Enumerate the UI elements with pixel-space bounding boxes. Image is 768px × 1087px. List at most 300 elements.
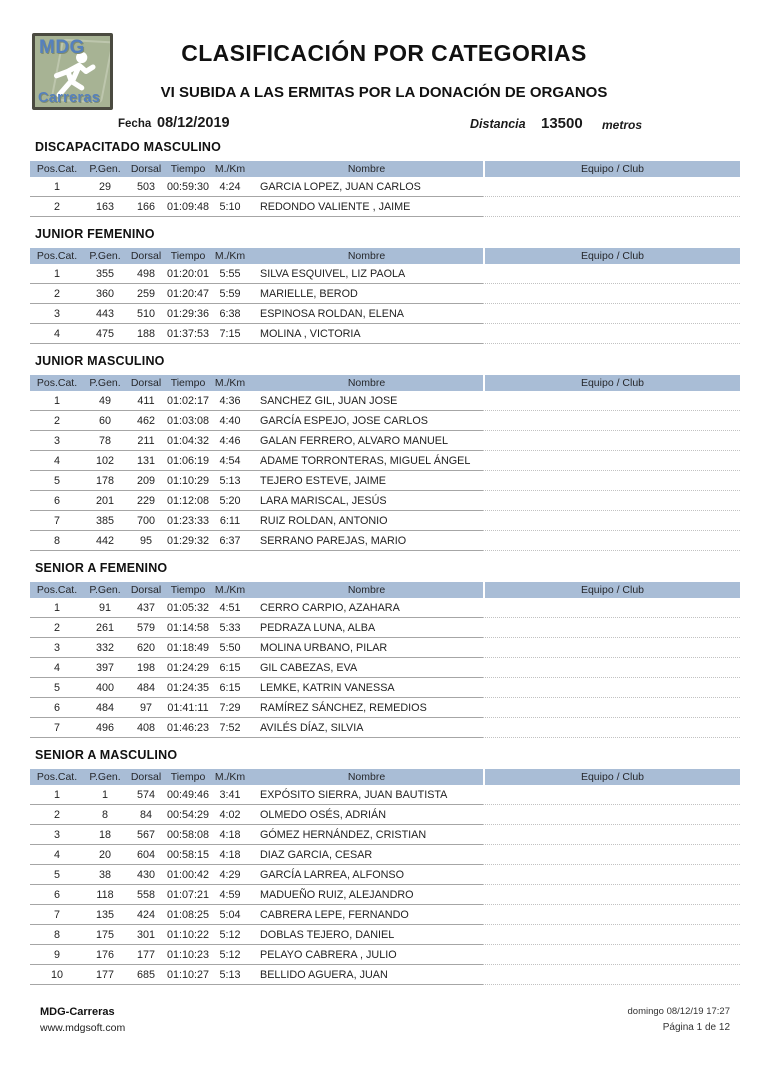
- dorsal-cell: 229: [126, 491, 166, 511]
- dorsal-cell: 209: [126, 471, 166, 491]
- col-header-gen: P.Gen.: [89, 250, 121, 262]
- tiempo-cell: 01:10:22: [166, 925, 210, 945]
- pos-cell: 1: [30, 598, 84, 618]
- equipo-cell: [483, 598, 740, 618]
- gen-cell: 18: [84, 825, 126, 845]
- col-header-pos: Pos.Cat.: [36, 771, 78, 783]
- ritmo-cell: 4:24: [210, 177, 250, 197]
- equipo-cell: [483, 391, 740, 411]
- table-header-row: [30, 375, 740, 391]
- col-header-ritmo: M./Km: [214, 163, 246, 175]
- col-header-gen: P.Gen.: [89, 163, 121, 175]
- ritmo-cell: 6:37: [210, 531, 250, 551]
- table-row: [30, 511, 740, 531]
- gen-cell: 60: [84, 411, 126, 431]
- tiempo-cell: 01:46:23: [166, 718, 210, 738]
- table-row: [30, 324, 740, 344]
- tiempo-cell: 01:08:25: [166, 905, 210, 925]
- gen-cell: 29: [84, 177, 126, 197]
- gen-cell: 49: [84, 391, 126, 411]
- gen-cell: 355: [84, 264, 126, 284]
- nombre-cell: TEJERO ESTEVE, JAIME: [250, 471, 483, 491]
- gen-cell: 91: [84, 598, 126, 618]
- equipo-cell: [483, 965, 740, 985]
- col-header-pos: Pos.Cat.: [36, 250, 78, 262]
- ritmo-cell: 4:46: [210, 431, 250, 451]
- ritmo-cell: 5:20: [210, 491, 250, 511]
- tiempo-cell: 00:49:46: [166, 785, 210, 805]
- mdg-carreras-logo: [32, 33, 113, 110]
- dorsal-cell: 503: [126, 177, 166, 197]
- dorsal-cell: 498: [126, 264, 166, 284]
- gen-cell: 385: [84, 511, 126, 531]
- dorsal-cell: 131: [126, 451, 166, 471]
- ritmo-cell: 5:13: [210, 471, 250, 491]
- col-header-gen: P.Gen.: [89, 377, 121, 389]
- equipo-cell: [483, 658, 740, 678]
- pos-cell: 4: [30, 658, 84, 678]
- pos-cell: 6: [30, 698, 84, 718]
- dorsal-cell: 198: [126, 658, 166, 678]
- equipo-cell: [483, 618, 740, 638]
- gen-cell: 332: [84, 638, 126, 658]
- ritmo-cell: 6:38: [210, 304, 250, 324]
- col-header-gen: P.Gen.: [89, 584, 121, 596]
- tiempo-cell: 01:06:19: [166, 451, 210, 471]
- event-meta-row: [0, 115, 768, 135]
- equipo-cell: [483, 451, 740, 471]
- pos-cell: 3: [30, 825, 84, 845]
- gen-cell: 176: [84, 945, 126, 965]
- footer-datetime: domingo 08/12/19 17:27: [627, 1006, 730, 1017]
- table-header-row: [30, 161, 740, 177]
- table-row: [30, 431, 740, 451]
- col-header-equipo: Equipo / Club: [483, 375, 740, 391]
- footer-right: [628, 1006, 730, 1033]
- category-section: [30, 748, 740, 985]
- ritmo-cell: 4:29: [210, 865, 250, 885]
- table-row: [30, 284, 740, 304]
- nombre-cell: RAMÍREZ SÁNCHEZ, REMEDIOS: [250, 698, 483, 718]
- dorsal-cell: 259: [126, 284, 166, 304]
- pos-cell: 7: [30, 718, 84, 738]
- tiempo-cell: 01:24:35: [166, 678, 210, 698]
- table-header-row: [30, 769, 740, 785]
- ritmo-cell: 5:55: [210, 264, 250, 284]
- ritmo-cell: 7:29: [210, 698, 250, 718]
- dorsal-cell: 97: [126, 698, 166, 718]
- gen-cell: 175: [84, 925, 126, 945]
- pos-cell: 4: [30, 451, 84, 471]
- pos-cell: 10: [30, 965, 84, 985]
- equipo-cell: [483, 718, 740, 738]
- table-row: [30, 678, 740, 698]
- tiempo-cell: 01:41:11: [166, 698, 210, 718]
- gen-cell: 163: [84, 197, 126, 217]
- pos-cell: 2: [30, 411, 84, 431]
- pos-cell: 6: [30, 885, 84, 905]
- col-header-pos: Pos.Cat.: [36, 377, 78, 389]
- tiempo-cell: 00:54:29: [166, 805, 210, 825]
- col-header-ritmo: M./Km: [214, 377, 246, 389]
- nombre-cell: SANCHEZ GIL, JUAN JOSE: [250, 391, 483, 411]
- equipo-cell: [483, 531, 740, 551]
- nombre-cell: OLMEDO OSÉS, ADRIÁN: [250, 805, 483, 825]
- table-row: [30, 805, 740, 825]
- gen-cell: 442: [84, 531, 126, 551]
- category-section: [30, 227, 740, 344]
- nombre-cell: GARCÍA LARREA, ALFONSO: [250, 865, 483, 885]
- footer-page-number: Página 1 de 12: [662, 1022, 730, 1033]
- table-row: [30, 698, 740, 718]
- equipo-cell: [483, 845, 740, 865]
- tiempo-cell: 01:18:49: [166, 638, 210, 658]
- pos-cell: 1: [30, 785, 84, 805]
- table-row: [30, 197, 740, 217]
- table-row: [30, 391, 740, 411]
- page-footer: [40, 1006, 730, 1034]
- nombre-cell: PEDRAZA LUNA, ALBA: [250, 618, 483, 638]
- pos-cell: 2: [30, 284, 84, 304]
- equipo-cell: [483, 638, 740, 658]
- tiempo-cell: 01:29:32: [166, 531, 210, 551]
- pos-cell: 5: [30, 865, 84, 885]
- col-header-dorsal: Dorsal: [130, 250, 162, 262]
- gen-cell: 118: [84, 885, 126, 905]
- pos-cell: 2: [30, 805, 84, 825]
- gen-cell: 484: [84, 698, 126, 718]
- equipo-cell: [483, 491, 740, 511]
- category-title: JUNIOR FEMENINO: [35, 227, 155, 241]
- equipo-cell: [483, 905, 740, 925]
- nombre-cell: BELLIDO AGUERA, JUAN: [250, 965, 483, 985]
- table-row: [30, 471, 740, 491]
- dorsal-cell: 408: [126, 718, 166, 738]
- nombre-cell: GARCÍA ESPEJO, JOSE CARLOS: [250, 411, 483, 431]
- gen-cell: 78: [84, 431, 126, 451]
- category-title: DISCAPACITADO MASCULINO: [35, 140, 222, 154]
- gen-cell: 360: [84, 284, 126, 304]
- dorsal-cell: 95: [126, 531, 166, 551]
- nombre-cell: MADUEÑO RUIZ, ALEJANDRO: [250, 885, 483, 905]
- col-header-nombre: Nombre: [347, 250, 386, 262]
- dorsal-cell: 685: [126, 965, 166, 985]
- table-row: [30, 264, 740, 284]
- dorsal-cell: 437: [126, 598, 166, 618]
- table-row: [30, 531, 740, 551]
- dorsal-cell: 510: [126, 304, 166, 324]
- equipo-cell: [483, 284, 740, 304]
- dorsal-cell: 411: [126, 391, 166, 411]
- col-header-dorsal: Dorsal: [130, 584, 162, 596]
- ritmo-cell: 7:52: [210, 718, 250, 738]
- ritmo-cell: 4:02: [210, 805, 250, 825]
- ritmo-cell: 5:04: [210, 905, 250, 925]
- ritmo-cell: 7:15: [210, 324, 250, 344]
- distancia-label: Distancia: [470, 117, 526, 131]
- pos-cell: 5: [30, 678, 84, 698]
- nombre-cell: PELAYO CABRERA , JULIO: [250, 945, 483, 965]
- col-header-tiempo: Tiempo: [170, 163, 206, 175]
- pos-cell: 8: [30, 531, 84, 551]
- col-header-pos: Pos.Cat.: [36, 584, 78, 596]
- nombre-cell: EXPÓSITO SIERRA, JUAN BAUTISTA: [250, 785, 483, 805]
- table-header-row: [30, 582, 740, 598]
- col-header-nombre: Nombre: [347, 163, 386, 175]
- equipo-cell: [483, 177, 740, 197]
- gen-cell: 135: [84, 905, 126, 925]
- col-header-dorsal: Dorsal: [130, 377, 162, 389]
- nombre-cell: ESPINOSA ROLDAN, ELENA: [250, 304, 483, 324]
- pos-cell: 1: [30, 264, 84, 284]
- nombre-cell: MOLINA URBANO, PILAR: [250, 638, 483, 658]
- equipo-cell: [483, 197, 740, 217]
- pos-cell: 2: [30, 197, 84, 217]
- dorsal-cell: 84: [126, 805, 166, 825]
- nombre-cell: SERRANO PAREJAS, MARIO: [250, 531, 483, 551]
- nombre-cell: LEMKE, KATRIN VANESSA: [250, 678, 483, 698]
- gen-cell: 397: [84, 658, 126, 678]
- col-header-tiempo: Tiempo: [170, 250, 206, 262]
- ritmo-cell: 4:40: [210, 411, 250, 431]
- dorsal-cell: 177: [126, 945, 166, 965]
- table-row: [30, 638, 740, 658]
- tiempo-cell: 00:58:08: [166, 825, 210, 845]
- equipo-cell: [483, 678, 740, 698]
- footer-website: www.mdgsoft.com: [40, 1022, 126, 1034]
- distancia-unit: metros: [602, 118, 643, 132]
- col-header-ritmo: M./Km: [214, 771, 246, 783]
- gen-cell: 20: [84, 845, 126, 865]
- dorsal-cell: 604: [126, 845, 166, 865]
- dorsal-cell: 430: [126, 865, 166, 885]
- gen-cell: 475: [84, 324, 126, 344]
- ritmo-cell: 5:59: [210, 284, 250, 304]
- table-row: [30, 491, 740, 511]
- col-header-dorsal: Dorsal: [130, 771, 162, 783]
- table-row: [30, 177, 740, 197]
- pos-cell: 1: [30, 391, 84, 411]
- category-title: SENIOR A MASCULINO: [35, 748, 178, 762]
- gen-cell: 496: [84, 718, 126, 738]
- dorsal-cell: 567: [126, 825, 166, 845]
- category-title: SENIOR A FEMENINO: [35, 561, 168, 575]
- nombre-cell: MOLINA , VICTORIA: [250, 324, 483, 344]
- pos-cell: 2: [30, 618, 84, 638]
- ritmo-cell: 4:51: [210, 598, 250, 618]
- dorsal-cell: 579: [126, 618, 166, 638]
- dorsal-cell: 700: [126, 511, 166, 531]
- equipo-cell: [483, 865, 740, 885]
- col-header-equipo: Equipo / Club: [483, 582, 740, 598]
- equipo-cell: [483, 304, 740, 324]
- equipo-cell: [483, 471, 740, 491]
- nombre-cell: DOBLAS TEJERO, DANIEL: [250, 925, 483, 945]
- ritmo-cell: 6:15: [210, 658, 250, 678]
- tiempo-cell: 01:09:48: [166, 197, 210, 217]
- dorsal-cell: 424: [126, 905, 166, 925]
- col-header-dorsal: Dorsal: [130, 163, 162, 175]
- tiempo-cell: 01:10:29: [166, 471, 210, 491]
- equipo-cell: [483, 411, 740, 431]
- table-row: [30, 845, 740, 865]
- dorsal-cell: 484: [126, 678, 166, 698]
- tiempo-cell: 01:00:42: [166, 865, 210, 885]
- pos-cell: 7: [30, 905, 84, 925]
- equipo-cell: [483, 431, 740, 451]
- equipo-cell: [483, 885, 740, 905]
- equipo-cell: [483, 945, 740, 965]
- nombre-cell: AVILÉS DÍAZ, SILVIA: [250, 718, 483, 738]
- table-row: [30, 658, 740, 678]
- ritmo-cell: 6:11: [210, 511, 250, 531]
- col-header-tiempo: Tiempo: [170, 377, 206, 389]
- nombre-cell: GALAN FERRERO, ALVARO MANUEL: [250, 431, 483, 451]
- tiempo-cell: 01:14:58: [166, 618, 210, 638]
- gen-cell: 261: [84, 618, 126, 638]
- equipo-cell: [483, 698, 740, 718]
- category-section: [30, 140, 740, 217]
- ritmo-cell: 4:36: [210, 391, 250, 411]
- tiempo-cell: 01:23:33: [166, 511, 210, 531]
- gen-cell: 8: [84, 805, 126, 825]
- ritmo-cell: 6:15: [210, 678, 250, 698]
- table-row: [30, 785, 740, 805]
- tiempo-cell: 00:59:30: [166, 177, 210, 197]
- tiempo-cell: 01:37:53: [166, 324, 210, 344]
- table-row: [30, 865, 740, 885]
- pos-cell: 1: [30, 177, 84, 197]
- pos-cell: 4: [30, 845, 84, 865]
- table-row: [30, 718, 740, 738]
- col-header-gen: P.Gen.: [89, 771, 121, 783]
- gen-cell: 178: [84, 471, 126, 491]
- pos-cell: 5: [30, 471, 84, 491]
- col-header-equipo: Equipo / Club: [483, 161, 740, 177]
- tiempo-cell: 01:20:47: [166, 284, 210, 304]
- ritmo-cell: 4:18: [210, 845, 250, 865]
- table-row: [30, 885, 740, 905]
- equipo-cell: [483, 324, 740, 344]
- ritmo-cell: 4:59: [210, 885, 250, 905]
- distancia-value: 13500: [541, 115, 583, 132]
- pos-cell: 7: [30, 511, 84, 531]
- dorsal-cell: 188: [126, 324, 166, 344]
- equipo-cell: [483, 805, 740, 825]
- pos-cell: 3: [30, 304, 84, 324]
- dorsal-cell: 558: [126, 885, 166, 905]
- ritmo-cell: 5:50: [210, 638, 250, 658]
- col-header-nombre: Nombre: [347, 771, 386, 783]
- nombre-cell: GARCIA LOPEZ, JUAN CARLOS: [250, 177, 483, 197]
- dorsal-cell: 620: [126, 638, 166, 658]
- tiempo-cell: 01:24:29: [166, 658, 210, 678]
- dorsal-cell: 211: [126, 431, 166, 451]
- ritmo-cell: 5:12: [210, 945, 250, 965]
- pos-cell: 6: [30, 491, 84, 511]
- tiempo-cell: 01:20:01: [166, 264, 210, 284]
- table-row: [30, 411, 740, 431]
- nombre-cell: MARIELLE, BEROD: [250, 284, 483, 304]
- page-title: CLASIFICACIÓN POR CATEGORIAS: [181, 40, 587, 66]
- gen-cell: 443: [84, 304, 126, 324]
- table-header-row: [30, 248, 740, 264]
- nombre-cell: GÓMEZ HERNÁNDEZ, CRISTIAN: [250, 825, 483, 845]
- dorsal-cell: 574: [126, 785, 166, 805]
- nombre-cell: DIAZ GARCIA, CESAR: [250, 845, 483, 865]
- logo-text-carreras: Carreras: [38, 90, 101, 106]
- equipo-cell: [483, 925, 740, 945]
- gen-cell: 177: [84, 965, 126, 985]
- pos-cell: 9: [30, 945, 84, 965]
- pos-cell: 4: [30, 324, 84, 344]
- tiempo-cell: 01:07:21: [166, 885, 210, 905]
- ritmo-cell: 5:33: [210, 618, 250, 638]
- nombre-cell: GIL CABEZAS, EVA: [250, 658, 483, 678]
- table-row: [30, 925, 740, 945]
- tiempo-cell: 01:02:17: [166, 391, 210, 411]
- tiempo-cell: 01:05:32: [166, 598, 210, 618]
- tiempo-cell: 01:10:23: [166, 945, 210, 965]
- tiempo-cell: 01:12:08: [166, 491, 210, 511]
- ritmo-cell: 5:12: [210, 925, 250, 945]
- nombre-cell: SILVA ESQUIVEL, LIZ PAOLA: [250, 264, 483, 284]
- table-row: [30, 965, 740, 985]
- logo-text-mdg: MDG: [39, 37, 85, 58]
- col-header-equipo: Equipo / Club: [483, 248, 740, 264]
- gen-cell: 1: [84, 785, 126, 805]
- col-header-equipo: Equipo / Club: [483, 769, 740, 785]
- col-header-pos: Pos.Cat.: [36, 163, 78, 175]
- table-row: [30, 598, 740, 618]
- ritmo-cell: 4:18: [210, 825, 250, 845]
- dorsal-cell: 301: [126, 925, 166, 945]
- event-subtitle: VI SUBIDA A LAS ERMITAS POR LA DONACIÓN DE ORGANOS: [160, 84, 608, 101]
- col-header-nombre: Nombre: [347, 377, 386, 389]
- gen-cell: 400: [84, 678, 126, 698]
- sections: [30, 136, 740, 985]
- table-row: [30, 451, 740, 471]
- table-row: [30, 825, 740, 845]
- fecha-label: Fecha: [118, 118, 152, 130]
- tiempo-cell: 01:04:32: [166, 431, 210, 451]
- gen-cell: 38: [84, 865, 126, 885]
- fecha-value: 08/12/2019: [157, 115, 230, 131]
- tiempo-cell: 01:10:27: [166, 965, 210, 985]
- pos-cell: 3: [30, 638, 84, 658]
- category-section: [30, 561, 740, 738]
- tiempo-cell: 01:29:36: [166, 304, 210, 324]
- equipo-cell: [483, 264, 740, 284]
- table-row: [30, 905, 740, 925]
- col-header-nombre: Nombre: [347, 584, 386, 596]
- col-header-tiempo: Tiempo: [170, 771, 206, 783]
- ritmo-cell: 4:54: [210, 451, 250, 471]
- gen-cell: 201: [84, 491, 126, 511]
- dorsal-cell: 462: [126, 411, 166, 431]
- table-row: [30, 945, 740, 965]
- footer-left: [40, 1006, 125, 1034]
- pos-cell: 3: [30, 431, 84, 451]
- equipo-cell: [483, 511, 740, 531]
- col-header-ritmo: M./Km: [214, 584, 246, 596]
- gen-cell: 102: [84, 451, 126, 471]
- pos-cell: 8: [30, 925, 84, 945]
- col-header-tiempo: Tiempo: [170, 584, 206, 596]
- col-header-ritmo: M./Km: [214, 250, 246, 262]
- footer-organization: MDG-Carreras: [40, 1006, 115, 1018]
- dorsal-cell: 166: [126, 197, 166, 217]
